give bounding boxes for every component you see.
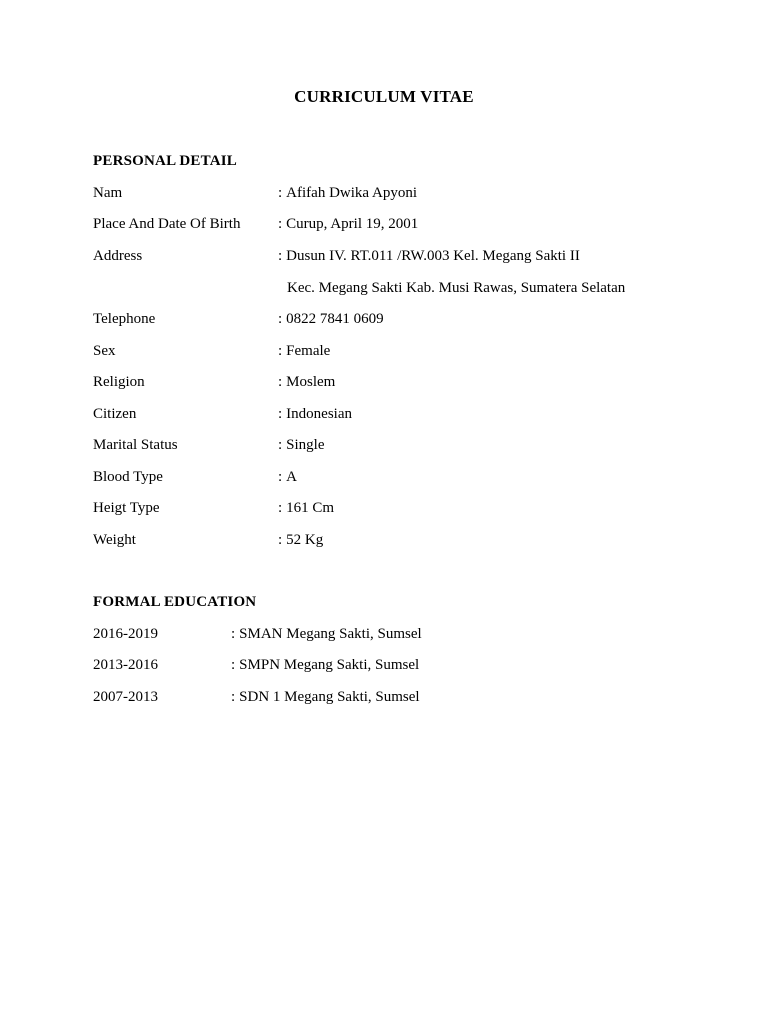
row-value <box>278 341 330 361</box>
colon: : <box>278 311 283 327</box>
colon: : <box>278 500 283 516</box>
value-text: Moslem <box>286 374 336 390</box>
formal-education-heading: FORMAL EDUCATION <box>93 594 257 610</box>
colon: : <box>278 532 283 548</box>
value-text: Female <box>286 343 331 359</box>
row-label: Citizen <box>93 406 137 422</box>
row-value <box>278 404 352 424</box>
education-years: 2016-2019 <box>93 626 158 642</box>
colon: : <box>278 406 283 422</box>
value-text: Dusun IV. RT.011 /RW.003 Kel. Megang Sakti II <box>286 248 580 264</box>
colon: : <box>231 626 236 642</box>
row-value <box>278 498 334 518</box>
education-years: 2007-2013 <box>93 689 158 705</box>
row-value <box>278 246 580 266</box>
colon: : <box>231 689 236 705</box>
colon: : <box>278 343 283 359</box>
document-title: CURRICULUM VITAE <box>294 87 474 106</box>
personal-detail-heading: PERSONAL DETAIL <box>93 153 238 169</box>
colon: : <box>278 216 283 232</box>
row-value <box>278 372 335 392</box>
row-value <box>278 309 384 329</box>
education-school <box>231 624 422 644</box>
value-text: Curup, April 19, 2001 <box>286 216 419 232</box>
colon: : <box>278 374 283 390</box>
row-value <box>278 467 297 487</box>
row-label: Weight <box>93 532 136 548</box>
value-text: Indonesian <box>286 406 352 422</box>
value-text: SMPN Megang Sakti, Sumsel <box>239 657 420 673</box>
colon: : <box>278 248 283 264</box>
education-school <box>231 687 420 707</box>
row-label: Religion <box>93 374 145 390</box>
education-years: 2013-2016 <box>93 657 158 673</box>
colon: : <box>278 469 283 485</box>
row-value <box>278 183 417 203</box>
value-text: A <box>286 469 298 485</box>
row-value <box>287 278 625 298</box>
colon: : <box>278 437 283 453</box>
value-text: Single <box>286 437 325 453</box>
colon: : <box>278 185 283 201</box>
value-text: 0822 7841 0609 <box>286 311 384 327</box>
value-text: Afifah Dwika Apyoni <box>286 185 417 201</box>
value-text: Kec. Megang Sakti Kab. Musi Rawas, Sumatera Selatan <box>287 280 626 296</box>
row-label: Marital Status <box>93 437 178 453</box>
value-text: SDN 1 Megang Sakti, Sumsel <box>239 689 420 705</box>
value-text: 161 Cm <box>286 500 335 516</box>
row-value <box>278 214 418 234</box>
row-label: Nam <box>93 185 123 201</box>
row-value <box>278 435 325 455</box>
row-label: Place And Date Of Birth <box>93 216 241 232</box>
row-label: Heigt Type <box>93 500 160 516</box>
row-label: Blood Type <box>93 469 163 485</box>
colon: : <box>231 657 236 673</box>
row-label: Telephone <box>93 311 156 327</box>
value-text: 52 Kg <box>286 532 324 548</box>
education-school <box>231 655 419 675</box>
value-text: SMAN Megang Sakti, Sumsel <box>239 626 422 642</box>
row-value <box>278 530 323 550</box>
row-label: Address <box>93 248 143 264</box>
row-label: Sex <box>93 343 116 359</box>
